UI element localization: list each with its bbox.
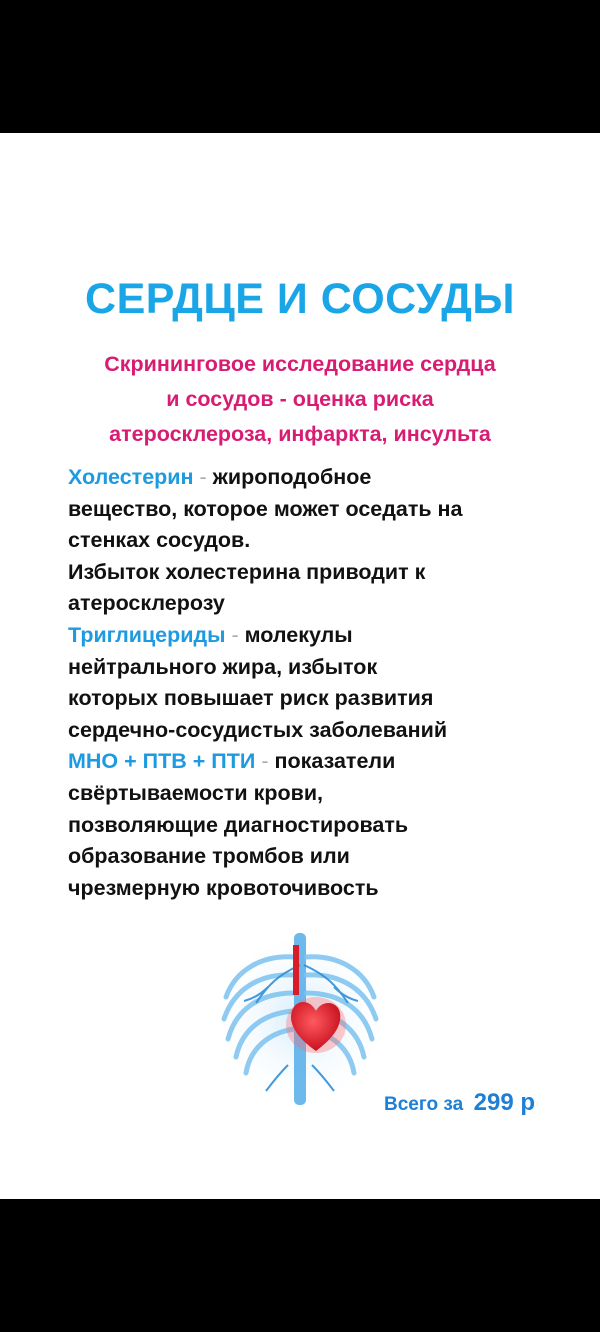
- subtitle-line: Скрининговое исследование сердца: [104, 352, 496, 376]
- bottom-black-bar: [0, 1199, 600, 1332]
- term-coagulation: МНО + ПТВ + ПТИ: [68, 749, 256, 774]
- price-row: [384, 1089, 535, 1117]
- description-line: [68, 620, 568, 652]
- term-cholesterol: Холестерин: [68, 465, 194, 489]
- description-line: сердечно-сосудистых заболеваний: [68, 717, 448, 742]
- subtitle-line: и сосудов - оценка риска: [166, 387, 434, 411]
- description-line: позволяющие диагностировать: [68, 812, 409, 837]
- subtitle-line: атеросклероза, инфаркта, инсульта: [109, 422, 491, 446]
- description-line: Избыток холестерина приводит к: [68, 559, 426, 584]
- description-line: свёртываемости крови,: [68, 780, 324, 805]
- description-line: образование тромбов или: [68, 844, 350, 869]
- description-body: [68, 462, 568, 904]
- description-text: молекулы: [244, 622, 353, 647]
- heart-anatomy-icon: [208, 925, 394, 1113]
- description-line: нейтрального жира, избыток: [68, 654, 378, 679]
- price-value: 299 р: [473, 1089, 535, 1116]
- term-dash: -: [199, 465, 207, 489]
- description-line: атеросклерозу: [68, 591, 225, 616]
- description-line: вещество, которое может оседать на: [68, 496, 463, 521]
- description-line: [68, 746, 568, 778]
- promo-card: [0, 133, 600, 1199]
- page-title: СЕРДЦЕ И СОСУДЫ: [85, 275, 515, 323]
- description-text: жироподобное: [212, 465, 372, 489]
- description-text: показатели: [274, 749, 396, 774]
- description-line: [68, 462, 568, 494]
- subtitle: [30, 347, 570, 452]
- description-line: чрезмерную кровоточивость: [68, 875, 379, 900]
- description-line: стенках сосудов.: [68, 528, 251, 553]
- term-dash: -: [261, 749, 269, 774]
- description-line: которых повышает риск развития: [68, 686, 434, 711]
- term-dash: -: [231, 622, 239, 647]
- top-black-bar: [0, 0, 600, 133]
- term-triglycerides: Триглицериды: [68, 622, 226, 647]
- price-prefix: Всего за: [384, 1094, 464, 1115]
